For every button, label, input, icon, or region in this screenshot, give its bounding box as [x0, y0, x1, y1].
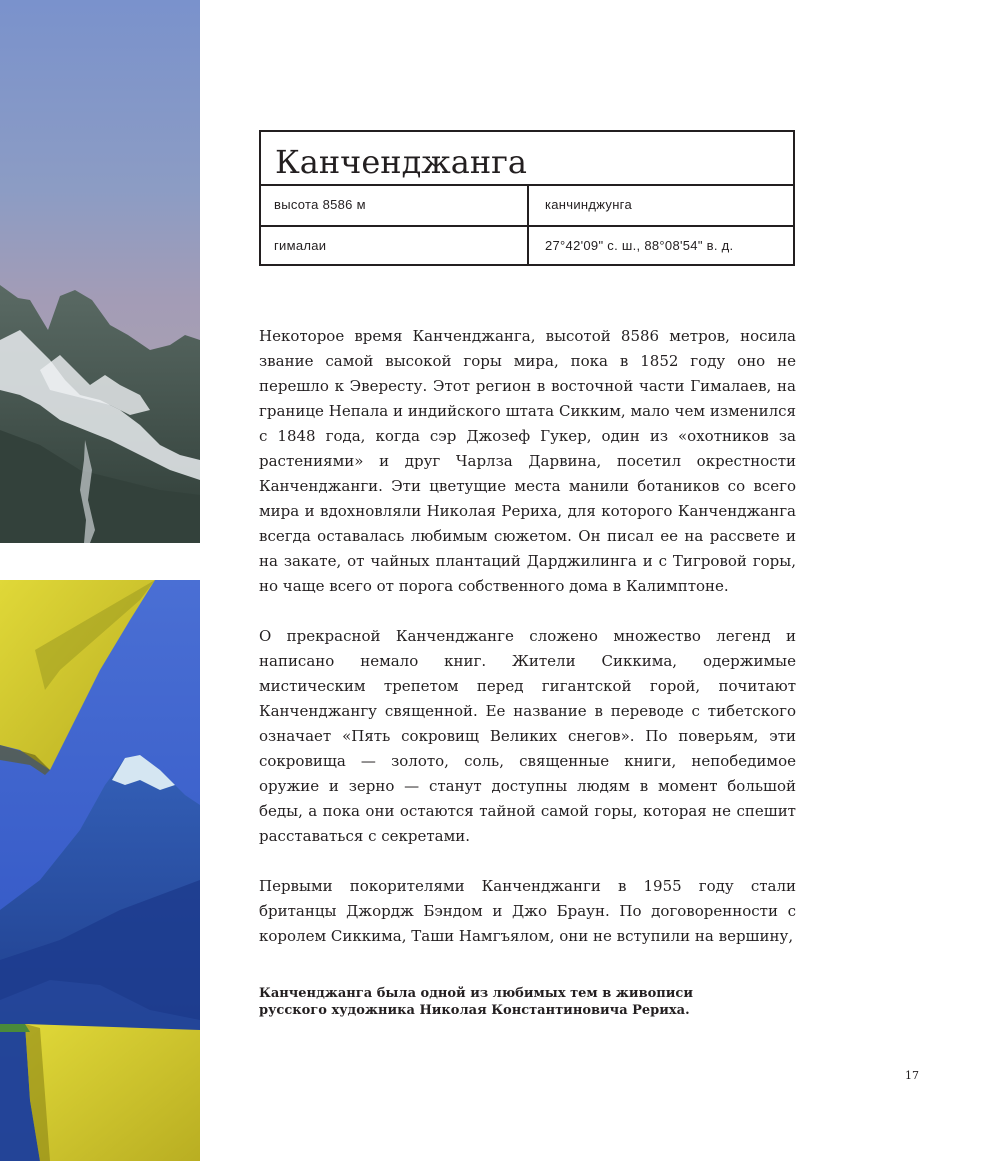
page-number: 17 [905, 1069, 919, 1082]
mountain-title: Канченджанга [261, 132, 793, 186]
range-cell: гималаи [274, 238, 327, 253]
mountain-info-table [259, 130, 795, 266]
article-body [259, 324, 796, 949]
info-row-2 [261, 225, 793, 264]
article-paragraph-1: Некоторое время Канченджанга, высотой 8586 метров, носила звание самой высокой горы мира, пока в 1852 году оно не перешло к Эвересту. Этот регион в восточной части Гималаев, на границе Непала и индийского штата Сикким, мало чем изменился с 1848 года, когда сэр Джозеф Гукер, один из «охотников за растениями» и друг Чарлза Дарвина, посетил окрестности Канченджанги. Эти цветущие места манили ботаников со всего мира и вдохновляли Николая Рериха, для которого Канченджанга всегда оставалась любимым сюжетом. Он писал ее на рассвете и на закате, от чайных плантаций Дарджилинга и с Тигровой горы, но чаще всего от порога собственного дома в Калимптоне. [259, 327, 796, 595]
info-row-1 [261, 186, 793, 225]
height-cell: высота 8586 м [274, 197, 366, 212]
coordinates-cell: 27°42'09" с. ш., 88°08'54" в. д. [527, 227, 793, 264]
alt-name-cell: канчинджунга [527, 186, 793, 225]
image-caption: Канченджанга была одной из любимых тем в живописи русского художника Николая Константиновича Рериха. [259, 986, 693, 1018]
article-paragraph-2: О прекрасной Канченджанге сложено множество легенд и написано немало книг. Жители Сиккима, одержимые мистическим трепетом перед гигантской горой, почитают Канченджангу священной. Ее название в переводе с тибетского означает «Пять сокровищ Великих снегов». По поверьям, эти сокровища — золото, соль, священные книги, непобедимое оружие и зерно — станут доступны людям в момент большой беды, а пока они остаются тайной самой горы, которая не спешит расставаться с секретами. [259, 627, 796, 845]
prayer-flags-illustration [0, 580, 200, 1161]
article-paragraph-3: Первыми покорителями Канченджанги в 1955 году стали британцы Джордж Бэндом и Джо Браун. По договоренности с королем Сиккима, Таши Намгъялом, они не вступили на вершину, [259, 877, 796, 945]
mountain-photo-top [0, 0, 200, 543]
mountain-illustration-top [0, 0, 200, 543]
mountain-photo-bottom [0, 580, 200, 1161]
